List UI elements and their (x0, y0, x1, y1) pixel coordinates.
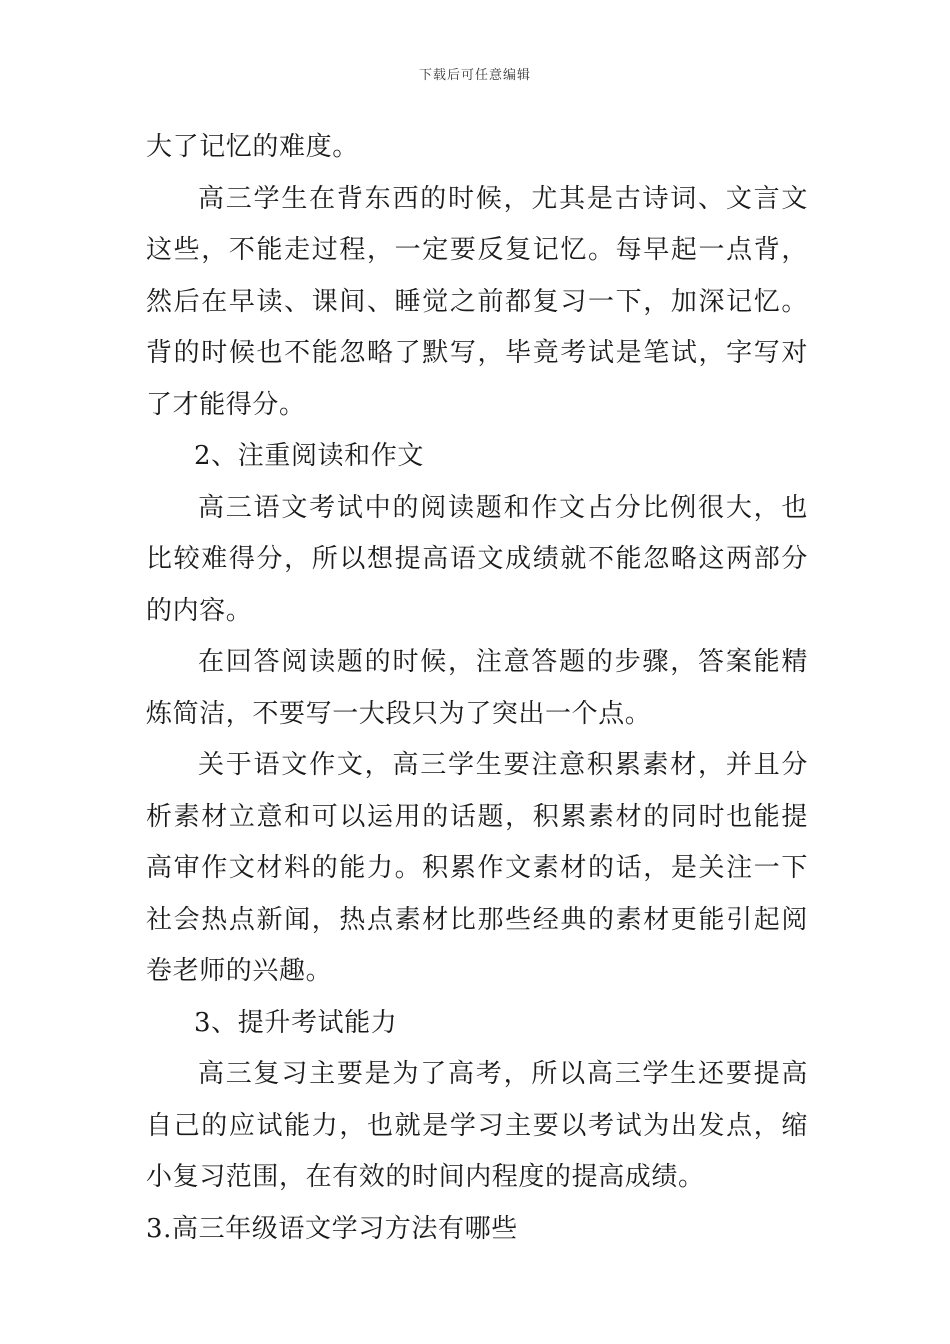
paragraph-memorization: 高三学生在背东西的时候，尤其是古诗词、文言文这些，不能走过程，一定要反复记忆。每早起一点背，然后在早读、课间、睡觉之前都复习一下，加深记忆。背的时候也不能忽略了默写，毕竟考试是笔试，字写对了才能得分。 (146, 183, 808, 420)
paragraph-reading-answers: 在回答阅读题的时候，注意答题的步骤，答案能精炼简洁，不要写一大段只为了突出一个点。 (146, 647, 808, 729)
section-heading-reading-writing: 2、注重阅读和作文 (194, 441, 424, 471)
paragraph-reading-writing-intro: 高三语文考试中的阅读题和作文占分比例很大，也比较难得分，所以想提高语文成绩就不能忽略这两部分的内容。 (146, 492, 808, 626)
section-title-learning-methods: 3.高三年级语文学习方法有哪些 (146, 1213, 518, 1244)
paragraph-continuation: 大了记忆的难度。 (146, 132, 359, 162)
paragraph-exam-ability: 高三复习主要是为了高考，所以高三学生还要提高自己的应试能力，也就是学习主要以考试为出发点，缩小复习范围，在有效的时间内程度的提高成绩。 (146, 1059, 808, 1192)
page-header: 下载后可任意编辑 (418, 68, 531, 83)
paragraph-composition: 关于语文作文，高三学生要注意积累素材，并且分析素材立意和可以运用的话题，积累素材的同时也能提高审作文材料的能力。积累作文素材的话，是关注一下社会热点新闻，热点素材比那些经典的素材更能引起阅卷老师的兴趣。 (146, 750, 808, 986)
section-heading-exam-ability: 3、提升考试能力 (194, 1007, 398, 1038)
document-body (146, 122, 808, 1255)
